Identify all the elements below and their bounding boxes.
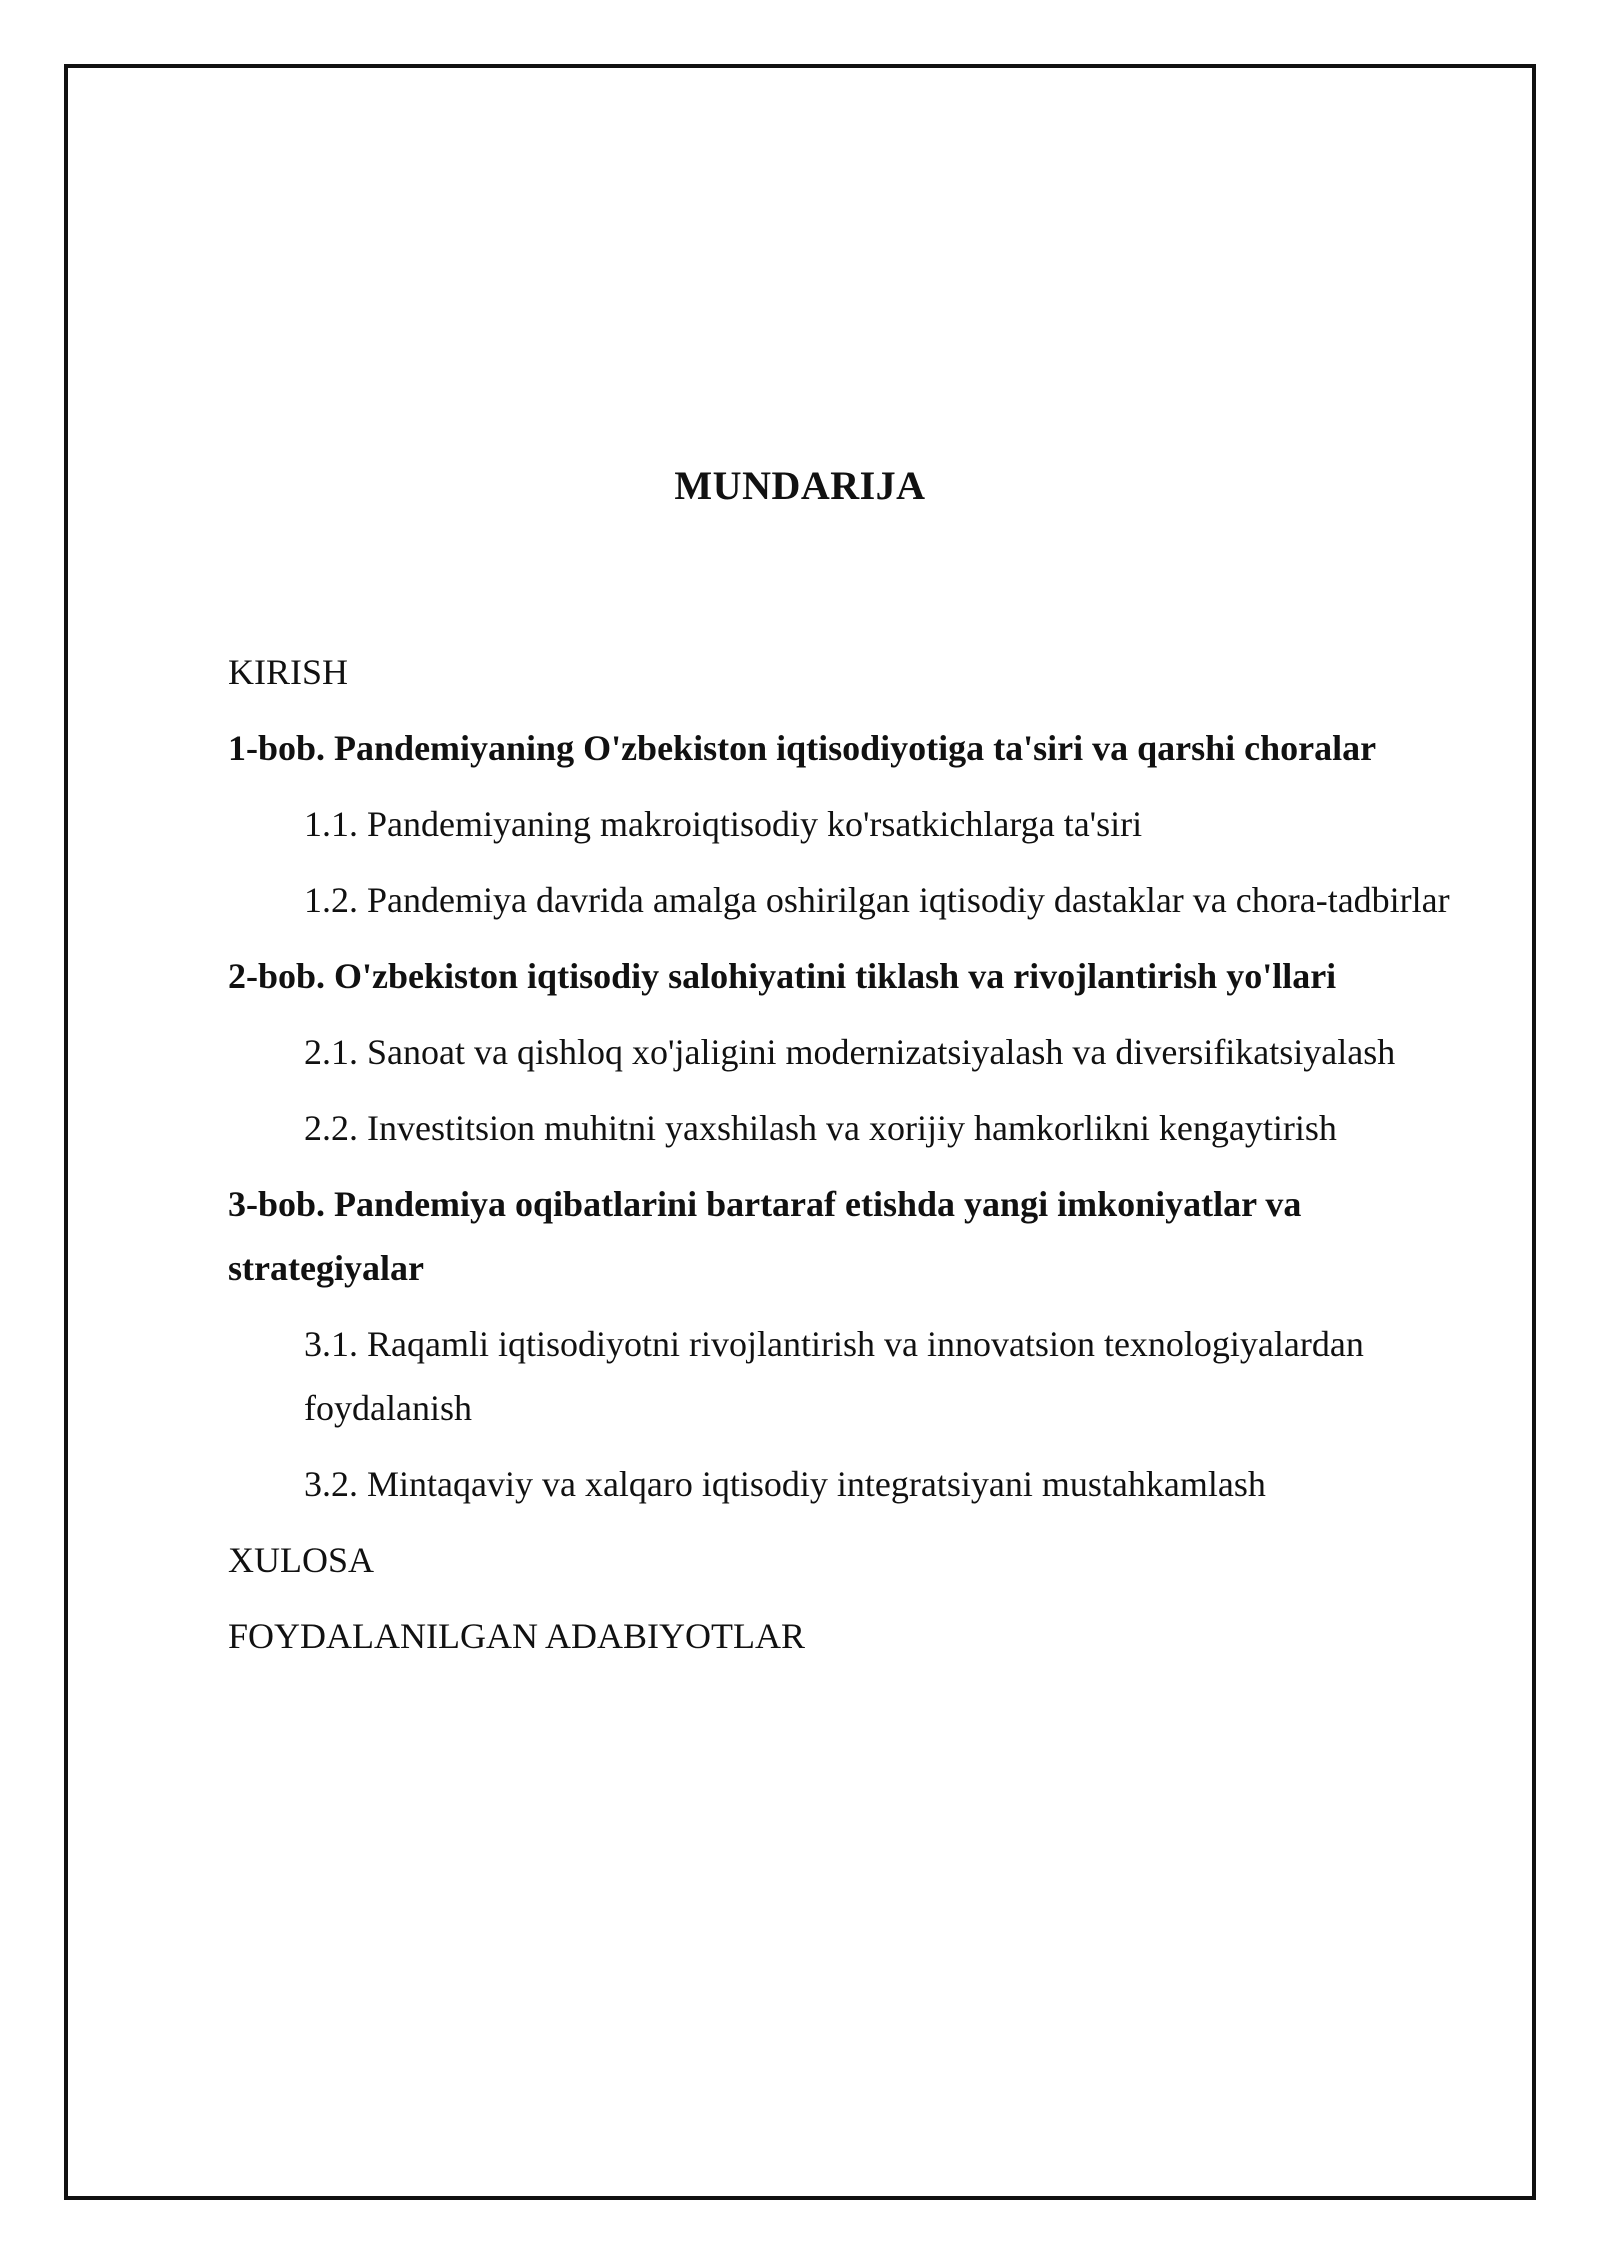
toc-title: MUNDARIJA <box>674 463 926 508</box>
toc-entry-introduction: KIRISH <box>228 652 349 692</box>
toc-section-1-1: 1.1. Pandemiyaning makroiqtisodiy ko'rsatkichlarga ta'siri <box>304 804 1143 844</box>
toc-entry-conclusion: XULOSA <box>228 1540 375 1580</box>
toc-section-2-2: 2.2. Investitsion muhitni yaxshilash va xorijiy hamkorlikni kengaytirish <box>304 1108 1337 1148</box>
toc-section-1-2: 1.2. Pandemiya davrida amalga oshirilgan iqtisodiy dastaklar va chora-tadbirlar <box>304 880 1450 920</box>
toc-entry-references: FOYDALANILGAN ADABIYOTLAR <box>228 1616 805 1656</box>
toc-chapter-1: 1-bob. Pandemiyaning O'zbekiston iqtisodiyotiga ta'siri va qarshi choralar <box>228 728 1377 768</box>
toc-chapter-3: 3-bob. Pandemiya oqibatlarini bartaraf etishda yangi imkoniyatlar va strategiyalar <box>228 1184 1302 1288</box>
toc-chapter-2: 2-bob. O'zbekiston iqtisodiy salohiyatini tiklash va rivojlantirish yo'llari <box>228 956 1337 996</box>
toc-section-2-1: 2.1. Sanoat va qishloq xo'jaligini modernizatsiyalash va diversifikatsiyalash <box>304 1032 1396 1072</box>
toc-section-3-2: 3.2. Mintaqaviy va xalqaro iqtisodiy integratsiyani mustahkamlash <box>304 1464 1266 1504</box>
toc-section-3-1: 3.1. Raqamli iqtisodiyotni rivojlantirish va innovatsion texnologiyalardan foydalanish <box>304 1324 1364 1428</box>
table-of-contents <box>228 640 1468 1680</box>
